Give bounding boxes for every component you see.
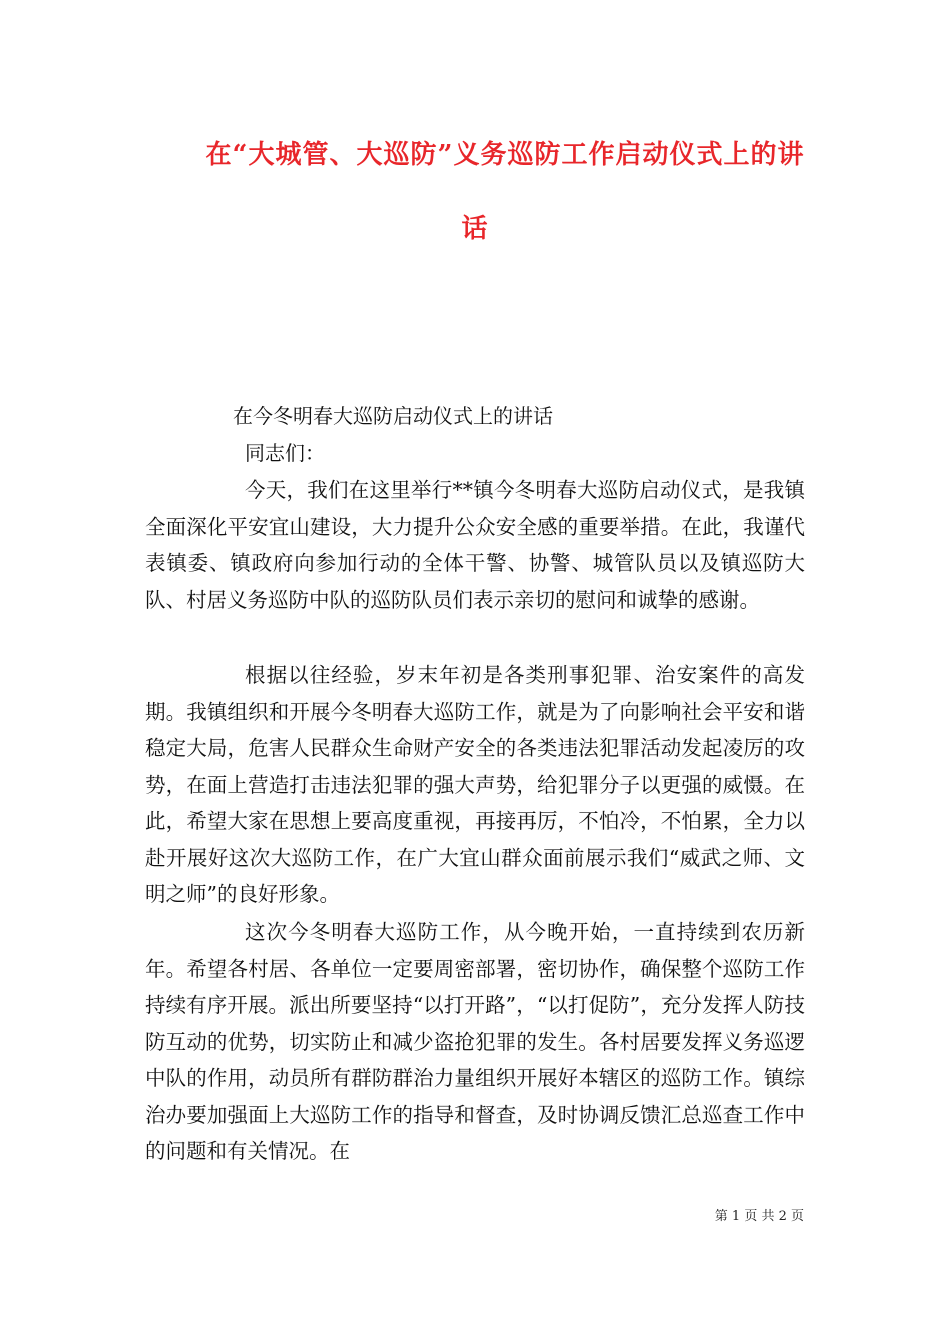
paragraph-2: 根据以往经验，岁末年初是各类刑事犯罪、治安案件的高发期。我镇组织和开展今冬明春大巡防工作，就是为了向影响社会平安和谐稳定大局，危害人民群众生命财产安全的各类违法犯罪活动发起凌厉的攻势，在面上营造打击违法犯罪的强大声势，给犯罪分子以更强的威慑。在此，希望大家在思想上要高度重视，再接再厉，不怕冷，不怕累，全力以赴开展好这次大巡防工作，在广大宜山群众面前展示我们“威武之师、文明之师”的良好形象。 xyxy=(145,663,805,906)
document-title-line-1: 在“大城管、大巡防”义务巡防工作启动仪式上的讲 xyxy=(205,140,805,170)
salutation: 同志们： xyxy=(245,441,325,465)
page-number-footer: 第 1 页 共 2 页 xyxy=(714,1209,804,1224)
speech-subtitle: 在今冬明春大巡防启动仪式上的讲话 xyxy=(233,404,553,428)
paragraph-3: 这次今冬明春大巡防工作，从今晚开始，一直持续到农历新年。希望各村居、各单位一定要周密部署，密切协作，确保整个巡防工作持续有序开展。派出所要坚持“以打开路”，“以打促防”，充分发挥人防技防互动的优势，切实防止和减少盗抢犯罪的发生。各村居要发挥义务巡逻中队的作用，动员所有群防群治力量组织开展好本辖区的巡防工作。镇综治办要加强面上大巡防工作的指导和督查，及时协调反馈汇总巡查工作中的问题和有关情况。在 xyxy=(145,920,805,1163)
document-title-line-2: 话 xyxy=(461,214,489,244)
paragraph-1: 今天，我们在这里举行**镇今冬明春大巡防启动仪式，是我镇全面深化平安宜山建设，大力提升公众安全感的重要举措。在此，我谨代表镇委、镇政府向参加行动的全体干警、协警、城管队员以及镇巡防大队、村居义务巡防中队的巡防队员们表示亲切的慰问和诚挚的感谢。 xyxy=(145,478,805,612)
